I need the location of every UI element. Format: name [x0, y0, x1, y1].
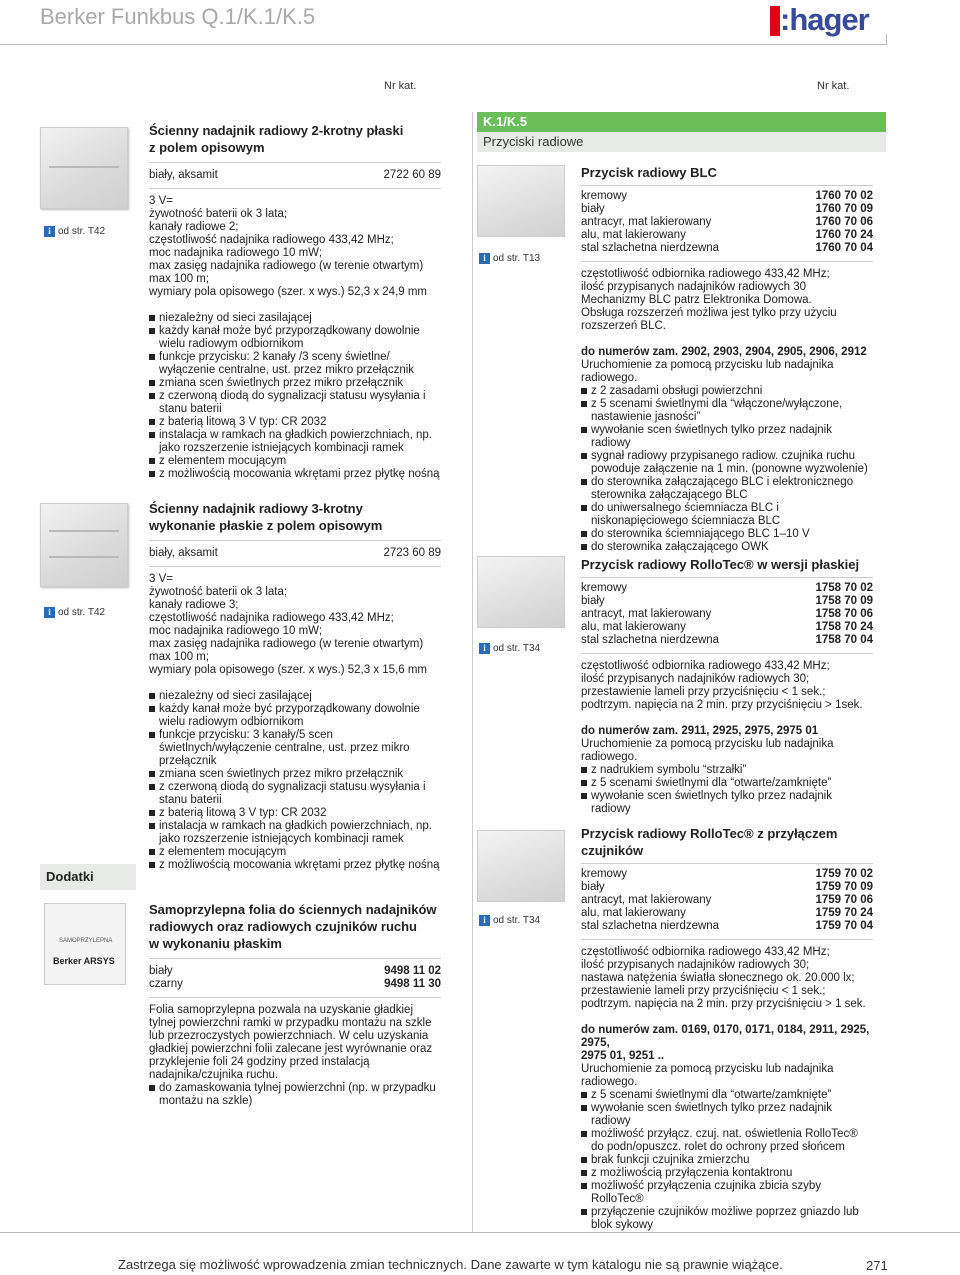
feature-list [149, 1082, 441, 1108]
page-title: Berker Funkbus Q.1/K.1/K.5 [40, 4, 316, 29]
product-blc [581, 164, 873, 554]
product-heading: Przycisk radiowy RolloTec® w wersji płaskiej [581, 557, 860, 572]
description-text: Folia samoprzylepna pozwala na uzyskanie gładkiej tylnej powierzchni ramki w przypadku montażu na szkle lub przezroczystych powierzchniach. W celu uzyskania gładkiej powierzchni folii zalecane jest wyrównanie oraz przyklejenie foli 24 godziny przed instalacją nadajnika/czujnika ruchu. [149, 1004, 433, 1081]
list-item: funkcje przycisku: 3 kanały/5 scen świetlnych/wyłączenie centralne, ust. przez mikro przełącznik [149, 729, 441, 768]
column-divider [472, 112, 473, 1232]
feature-list [581, 385, 873, 554]
spec-line: 3 V= [149, 195, 173, 207]
reference-t34-1: i od str. T34 [479, 643, 540, 654]
list-item: do sterownika załączającego OWK [581, 541, 873, 554]
spec-line: wymiary pola opisowego (szer. x wys.) 52,3 x 24,9 mm [149, 286, 428, 298]
list-item: z możliwością mocowania wkrętami przez płytkę nośną [149, 468, 441, 481]
info-icon: i [479, 915, 490, 926]
usage-text: Uruchomienie za pomocą przycisku lub nadajnika radiowego. [581, 359, 834, 384]
list-item: przyłączenie czujników możliwe poprzez gniazdo lub blok sykowy [581, 1206, 873, 1232]
order-numbers-2: 2975 01, 9251 .. [581, 1050, 665, 1062]
order-code: 9498 11 02 [384, 965, 441, 977]
price-row: stal szlachetna nierdzewna 1758 70 04 [581, 634, 873, 646]
product-image-rollotec-sensor [477, 830, 565, 902]
nr-kat-label-right: Nr kat. [817, 80, 850, 92]
foil-brand-logo: Berker ARSYS [53, 956, 115, 966]
spec-line: żywotność baterii ok 3 lata; [149, 586, 288, 598]
list-item: z baterią litową 3 V typ: CR 2032 [149, 416, 441, 429]
spec-line: 3 V= [149, 573, 173, 585]
product-image-foil [44, 903, 126, 985]
order-code: 2722 60 89 [383, 169, 441, 181]
list-item: z możliwością przyłączenia kontaktronu [581, 1167, 873, 1180]
list-item: z elementem mocującym [149, 846, 441, 859]
price-row: alu, mat lakierowany 1759 70 24 [581, 907, 873, 919]
price-row: kremowy 1758 70 02 [581, 582, 873, 594]
spec-line: max 100 m; [149, 273, 210, 285]
description-text: częstotliwość odbiornika radiowego 433,42 MHz; ilość przypisanych nadajników radiowych 30 Mechanizmy BLC patrz Elektronika Domowa. Obsługa rozszerzeń możliwa jest tylko przy użyciu rozszerzeń BLC. [581, 268, 837, 332]
section-band: K.1/K.5 [477, 112, 886, 132]
list-item: niezależny od sieci zasilającej [149, 690, 441, 703]
spec-line: żywotność baterii ok 3 lata; [149, 208, 288, 220]
product-rollotec [581, 556, 873, 816]
list-item: do zamaskowania tylnej powierzchni (np. w przypadku montażu na szkle) [149, 1082, 441, 1108]
list-item: zmiana scen świetlnych przez mikro przełącznik [149, 768, 441, 781]
price-row: kremowy 1760 70 02 [581, 190, 873, 202]
list-item: wywołanie scen świetlnych tylko przez nadajnik radiowy [581, 790, 873, 816]
price-row: antracyr, mat lakierowany 1760 70 06 [581, 216, 873, 228]
spec-line: wymiary pola opisowego (szer. x wys.) 52,3 x 15,6 mm [149, 664, 428, 676]
spec-text [149, 573, 441, 677]
reference-t42-2: i od str. T42 [44, 607, 105, 618]
list-item: sygnał radiowy przypisanego radiow. czujnika ruchu powoduje załączenie na 1 min. (ponowne wyzwolenie) [581, 450, 873, 476]
list-item: wywołanie scen świetlnych tylko przez nadajnik radiowy [581, 424, 873, 450]
variant-label: biały [149, 965, 173, 977]
price-row: biały 1759 70 09 [581, 881, 873, 893]
list-item: z 5 scenami świetlnymi dla “otwarte/zamknięte” [581, 1089, 873, 1102]
hager-logo-mark [770, 6, 780, 36]
list-item: z elementem mocującym [149, 455, 441, 468]
product-heading-2: wykonanie płaskie z polem opisowym [149, 518, 383, 533]
spec-line: częstotliwość nadajnika radiowego 433,42 MHz; [149, 612, 394, 624]
order-code: 2723 60 89 [383, 547, 441, 559]
description-text: częstotliwość odbiornika radiowego 433,42 MHz; ilość przypisanych nadajników radiowych 30; przestawienie lameli przy przyciśnięciu < 1 sek.; podtrzym. napięcia na 2 min. przy przyciśnięciu > 1sek. [581, 660, 863, 711]
info-icon: i [44, 226, 55, 237]
usage-text: Uruchomienie za pomocą przycisku lub nadajnika radiowego. [581, 1063, 834, 1088]
price-row [149, 978, 441, 991]
variant-label: biały, aksamit [149, 547, 218, 559]
info-icon: i [479, 253, 490, 264]
product-rollotec-sensor [581, 825, 873, 1232]
hager-logo: :hager [780, 2, 869, 37]
spec-line: kanały radiowe 2; [149, 221, 239, 233]
reference-t34-2: i od str. T34 [479, 915, 540, 926]
list-item: do sterownika załączającego BLC i elektronicznego sterownika załączającego BLC [581, 476, 873, 502]
product-image-2gang [40, 127, 128, 209]
nr-kat-label-left: Nr kat. [384, 80, 417, 92]
product-image-3gang [40, 503, 128, 587]
page-number: 271 [866, 1258, 888, 1273]
order-numbers: do numerów zam. 2911, 2925, 2975, 2975 01 [581, 725, 819, 737]
list-item: funkcje przycisku: 2 kanały /3 sceny świetlne/ wyłączenie centralne, ust. przez mikro przełącznik [149, 351, 441, 377]
list-item: brak funkcji czujnika zmierzchu [581, 1154, 873, 1167]
product-heading-3: w wykonaniu płaskim [149, 936, 282, 951]
price-row [149, 169, 441, 182]
list-item: do uniwersalnego ściemniacza BLC i niskonapięciowego ściemniacza BLC [581, 502, 873, 528]
list-item: z czerwoną diodą do sygnalizacji statusu wysyłania i stanu baterii [149, 781, 441, 807]
variant-label: czarny [149, 978, 183, 990]
info-icon: i [44, 607, 55, 618]
price-row: alu, mat lakierowany 1758 70 24 [581, 621, 873, 633]
section-dodatki: Dodatki [40, 864, 136, 890]
header-tick [886, 34, 887, 45]
price-row: kremowy 1759 70 02 [581, 868, 873, 880]
product-heading-2: radiowych oraz radiowych czujników ruchu [149, 919, 417, 934]
product-heading: Ścienny nadajnik radiowy 3-krotny [149, 501, 363, 516]
spec-text [149, 195, 441, 299]
order-numbers: do numerów zam. 0169, 0170, 0171, 0184, 2911, 2925, 2975, [581, 1024, 870, 1049]
product-2gang [149, 122, 441, 481]
header-divider [0, 44, 887, 45]
price-row: biały 1760 70 09 [581, 203, 873, 215]
list-item: możliwość przyłącz. czuj. nat. oświetlenia RolloTec® do podn/opuszcz. rolet do ochrony przed słońcem [581, 1128, 873, 1154]
product-heading-2: z polem opisowym [149, 140, 265, 155]
description-text: częstotliwość odbiornika radiowego 433,42 MHz; ilość przypisanych nadajników radiowych 30; nastawa natężenia światła słonecznego ok. 20.000 lx; przestawienie lameli przy przyciśnięciu < 1 sek.; podtrzym. napięcia na 2 min. przy przyciśnięciu > 1 sek. [581, 946, 866, 1010]
price-row [149, 965, 441, 978]
price-row: stal szlachetna nierdzewna 1760 70 04 [581, 242, 873, 254]
product-heading: Przycisk radiowy BLC [581, 165, 717, 180]
list-item: z nadrukiem symbolu “strzałki” [581, 764, 873, 777]
product-3gang [149, 500, 441, 872]
footer-disclaimer: Zastrzega się możliwość wprowadzenia zmian technicznych. Dane zawarte w tym katalogu nie są prawnie wiążące. [118, 1257, 783, 1272]
spec-line: kanały radiowe 3; [149, 599, 239, 611]
info-icon: i [479, 643, 490, 654]
list-item: do sterownika ściemniającego BLC 1–10 V [581, 528, 873, 541]
spec-line: częstotliwość nadajnika radiowego 433,42 MHz; [149, 234, 394, 246]
price-row: stal szlachetna nierdzewna 1759 70 04 [581, 920, 873, 932]
price-row: antracyt, mat lakierowany 1759 70 06 [581, 894, 873, 906]
footer-divider [0, 1232, 960, 1233]
list-item: z 5 scenami świetlnymi dla “otwarte/zamknięte” [581, 777, 873, 790]
product-heading: Samoprzylepna folia do ściennych nadajników [149, 902, 437, 917]
product-heading-2: czujników [581, 843, 644, 858]
list-item: z baterią litową 3 V typ: CR 2032 [149, 807, 441, 820]
product-image-blc [477, 165, 565, 237]
variant-label: biały, aksamit [149, 169, 218, 181]
list-item: instalacja w ramkach na gładkich powierzchniach, np. jako rozszerzenie istniejących kombinacji ramek [149, 429, 441, 455]
price-row: biały 1758 70 09 [581, 595, 873, 607]
product-foil [149, 901, 441, 1108]
list-item: z 5 scenami świetlnymi dla “włączone/wyłączone, nastawienie jasności” [581, 398, 873, 424]
list-item: z 2 zasadami obsługi powierzchni [581, 385, 873, 398]
spec-line: moc nadajnika radiowego 10 mW; [149, 247, 323, 259]
price-row: alu, mat lakierowany 1760 70 24 [581, 229, 873, 241]
price-row: antracyt, mat lakierowany 1758 70 06 [581, 608, 873, 620]
reference-t13: i od str. T13 [479, 253, 540, 264]
list-item: z czerwoną diodą do sygnalizacji statusu wysyłania i stanu baterii [149, 390, 441, 416]
list-item: zmiana scen świetlnych przez mikro przełącznik [149, 377, 441, 390]
spec-line: moc nadajnika radiowego 10 mW; [149, 625, 323, 637]
spec-line: max zasięg nadajnika radiowego (w terenie otwartym) [149, 638, 424, 650]
list-item: każdy kanał może być przyporządkowany dowolnie wielu radiowym odbiornikom [149, 703, 441, 729]
product-image-rollotec [477, 556, 565, 628]
list-item: niezależny od sieci zasilającej [149, 312, 441, 325]
list-item: instalacja w ramkach na gładkich powierzchniach, np. jako rozszerzenie istniejących kombinacji ramek [149, 820, 441, 846]
feature-list [149, 690, 441, 872]
order-code: 9498 11 30 [384, 978, 441, 990]
reference-t42-1: i od str. T42 [44, 226, 105, 237]
foil-label-small: SAMOPRZYLEPNA [59, 938, 113, 944]
feature-list [581, 1089, 873, 1232]
spec-line: max 100 m; [149, 651, 210, 663]
list-item: każdy kanał może być przyporządkowany dowolnie wielu radiowym odbiornikom [149, 325, 441, 351]
price-row [149, 547, 441, 560]
usage-text: Uruchomienie za pomocą przycisku lub nadajnika radiowego. [581, 738, 834, 763]
section-subtitle: Przyciski radiowe [477, 132, 886, 152]
feature-list [581, 764, 873, 816]
order-numbers: do numerów zam. 2902, 2903, 2904, 2905, 2906, 2912 [581, 346, 867, 358]
product-heading: Przycisk radiowy RolloTec® z przyłączem [581, 826, 838, 841]
product-heading: Ścienny nadajnik radiowy 2-krotny płaski [149, 123, 404, 138]
list-item: możliwość przyłączenia czujnika zbicia szyby RolloTec® [581, 1180, 873, 1206]
list-item: wywołanie scen świetlnych tylko przez nadajnik radiowy [581, 1102, 873, 1128]
spec-line: max zasięg nadajnika radiowego (w terenie otwartym) [149, 260, 424, 272]
list-item: z możliwością mocowania wkrętami przez płytkę nośną [149, 859, 441, 872]
feature-list [149, 312, 441, 481]
